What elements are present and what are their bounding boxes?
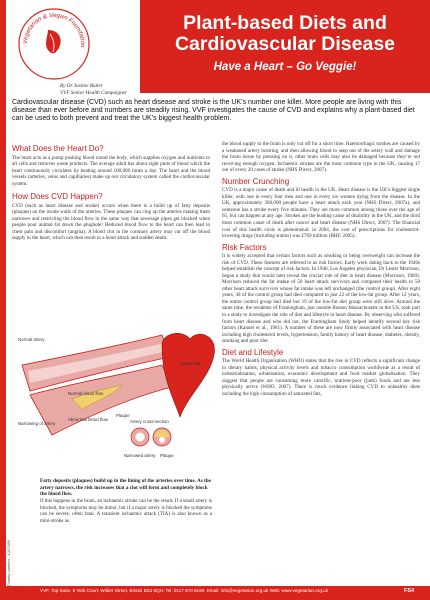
label-normal-artery: Normal artery: [18, 337, 45, 342]
page-title: Plant-based Diets and Cardiovascular Disease: [174, 12, 396, 55]
author-role: VVF Senior Health Campaigner: [60, 90, 127, 96]
label-cross-section: Artery cross-section: [130, 419, 169, 424]
section-body: The heart acts as a pump pushing blood round the body, which supplies oxygen and nutrients to all cells and removes waste products. The average adult has about eight pints of blood which the heart continuously circulates by beating around 100,000 times a day. The heart and the blood vessels (arteries, veins and capillaries) make up our circulatory system called the cardiovascular system.: [12, 154, 210, 187]
section-heading: Risk Factors: [222, 242, 267, 252]
intro-paragraph: Cardiovascular disease (CVD) such as heart disease and stroke is the UK’s number one killer. More people are living with this disease than ever before and numbers are steadily rising. VVF investigates the cause of CVD and explains why a plant-based diet can be used to both prevent and treat the UK’s biggest health problem.: [12, 99, 415, 123]
label-plaque-2: Plaque: [160, 453, 174, 458]
section-heading: What Does the Heart Do?: [12, 144, 104, 153]
label-narrowing: Narrowing of artery: [18, 421, 56, 426]
artery-cross-section: [131, 428, 171, 446]
section-body: CVD (such as heart disease and stroke) occurs when there is a build up of fatty deposits (plaques) on the inside walls of the arteries. These plaques can clog up the arteries making them narrower and restricting the blood flow in the same way that sewerage pipes get blocked when people pour animal fat down the plughole! Reduced blood flow to the heart can then lead to chest pain and discomfort (angina). A blood clot in the coronary artery may cut off the blood supply to the heart, which can then result in a heart attack and sudden death.: [12, 202, 210, 242]
right-column: [222, 141, 420, 398]
footer-contact: VVF, Top Suite, 8 York Court, Wilder Street, Bristol BS2 8QH. Tel: 0117 970 5190. Email: info@vegetarian.org.uk Web: www.vegetarian.org.uk: [40, 588, 329, 593]
section-heading: Number Crunching: [222, 176, 290, 186]
section-body: It is widely accepted that certain factors such as smoking or being overweight can increase the risk of CVD. These features are referred to as risk factors. Early work dating back to the 1940s helped establish the concept of risk factors. In 1946, Los Angeles physician, Dr Lester Morrison, began a study that would later reveal the crucial role of diet in heart disease (Morrison, 1960). Morrison reduced the fat intake of 50 heart attack survivors and compared their health to 50 other heart attack survivors whose fat intake was left unchanged (the control group). After eight years, 38 of the control group had died compared to just 22 of the low-fat group. After 12 years, the entire control group had died but 19 of the low-fat diet group were still alive. Around the same time, the residents of Framingham, just outside Boston Massachusetts in the US, took part in a study to investigate the role of diet and lifestyle in heart disease. By observing who suffered from heart disease and who did not, the Framingham Study helped identify several key risk factors (Kannel et al., 1961). A number of these are now firmly associated with heart disease including high cholesterol levels, hypertension, family history of heart disease, diabetes, obesity, smoking and poor diet.: [222, 253, 420, 345]
logo-ring-text: Vegetarian & Vegan Foundation: [21, 11, 87, 48]
leaf-icon: [46, 30, 61, 53]
left-column: [12, 141, 210, 242]
section-body: The World Health Organisation (WHO) states that the rise in CVD reflects a significant change in dietary habits, physical activity levels and tobacco consumption worldwide as a result of industrialisation, urbanisation, economic development and food market globalisation. They suggest that people are consuming more calorific, nutrient-poor (junk) foods and are less physically active (WHO, 2007). There is much evidence linking CVD to unhealthy diets including the high consumption of saturated fats,: [222, 358, 420, 397]
section-heading: How Does CVD Happen?: [12, 192, 103, 202]
label-artery-wall: Artery wall: [180, 361, 201, 366]
figure-caption: Fatty deposits (plaques) build up in the lining of the arteries over time. As the artery narrows, the risk increases that a clot will form and completely block the blood flow.: [40, 478, 211, 497]
continued-paragraph: the blood supply to the brain is only cut off for a short time. Haemorrhagic strokes are caused by a weakened artery bursting, and then allowing blood to seep out of the artery wall and damage the brain tissue by pressing on it, other brain cells may also be damaged because they’re not receiving enough oxygen. Ischaemic strokes are the most common type in the UK, causing 17 out of every 20 cases of stroke (NHS Direct, 2007).: [222, 141, 420, 174]
page-subtitle: Have a Heart – Go Veggie!: [213, 61, 357, 73]
section-heading: Diet and Lifestyle: [222, 347, 284, 357]
byline: [60, 83, 127, 97]
section-body: CVD is a major cause of death and ill health in the UK. Heart disease is the UK’s biggest single killer, with one in every four men and one in every six women dying from the disease. In the UK, approximately 300,000 people have a heart attack each year (NHS Direct, 2007a), and someone has a stroke every five minutes. They are more common among those over the age of 65, but can happen at any age. Strokes are the leading cause of disability in the UK, and the third most common cause of death after cancer and heart disease (NHS Direct, 2007). The financial cost of this health crisis is phenomenal; in 2004, the cost of prescriptions for cholesterol-lowering drugs (including statins) was £769 million (BHF, 2005).: [222, 187, 420, 240]
label-plaque: Plaque: [116, 413, 130, 418]
charity-number: Charity number : 1037486: [6, 540, 11, 587]
label-narrowed-artery: Narrowed artery: [124, 453, 156, 458]
left-accent-bar: [0, 0, 6, 600]
page-code: FS4: [404, 588, 415, 594]
label-abnormal-flow: Abnormal blood flow: [68, 417, 108, 422]
label-normal-blood-flow: Normal blood flow: [68, 391, 104, 396]
vvf-logo: [16, 6, 92, 82]
author: By Dr Justine Butler: [60, 83, 103, 89]
artery-illustration: [12, 325, 222, 475]
stroke-paragraph: If this happens in the brain, an ischaemic stroke can be the result. If a small artery is blocked, the symptoms may be minor, but if a major artery is blocked the symptoms can be severe, often fatal. A transient ischaemic attack (TIA) is also known as a mini-stroke as: [40, 498, 212, 524]
title-banner: [140, 0, 430, 93]
